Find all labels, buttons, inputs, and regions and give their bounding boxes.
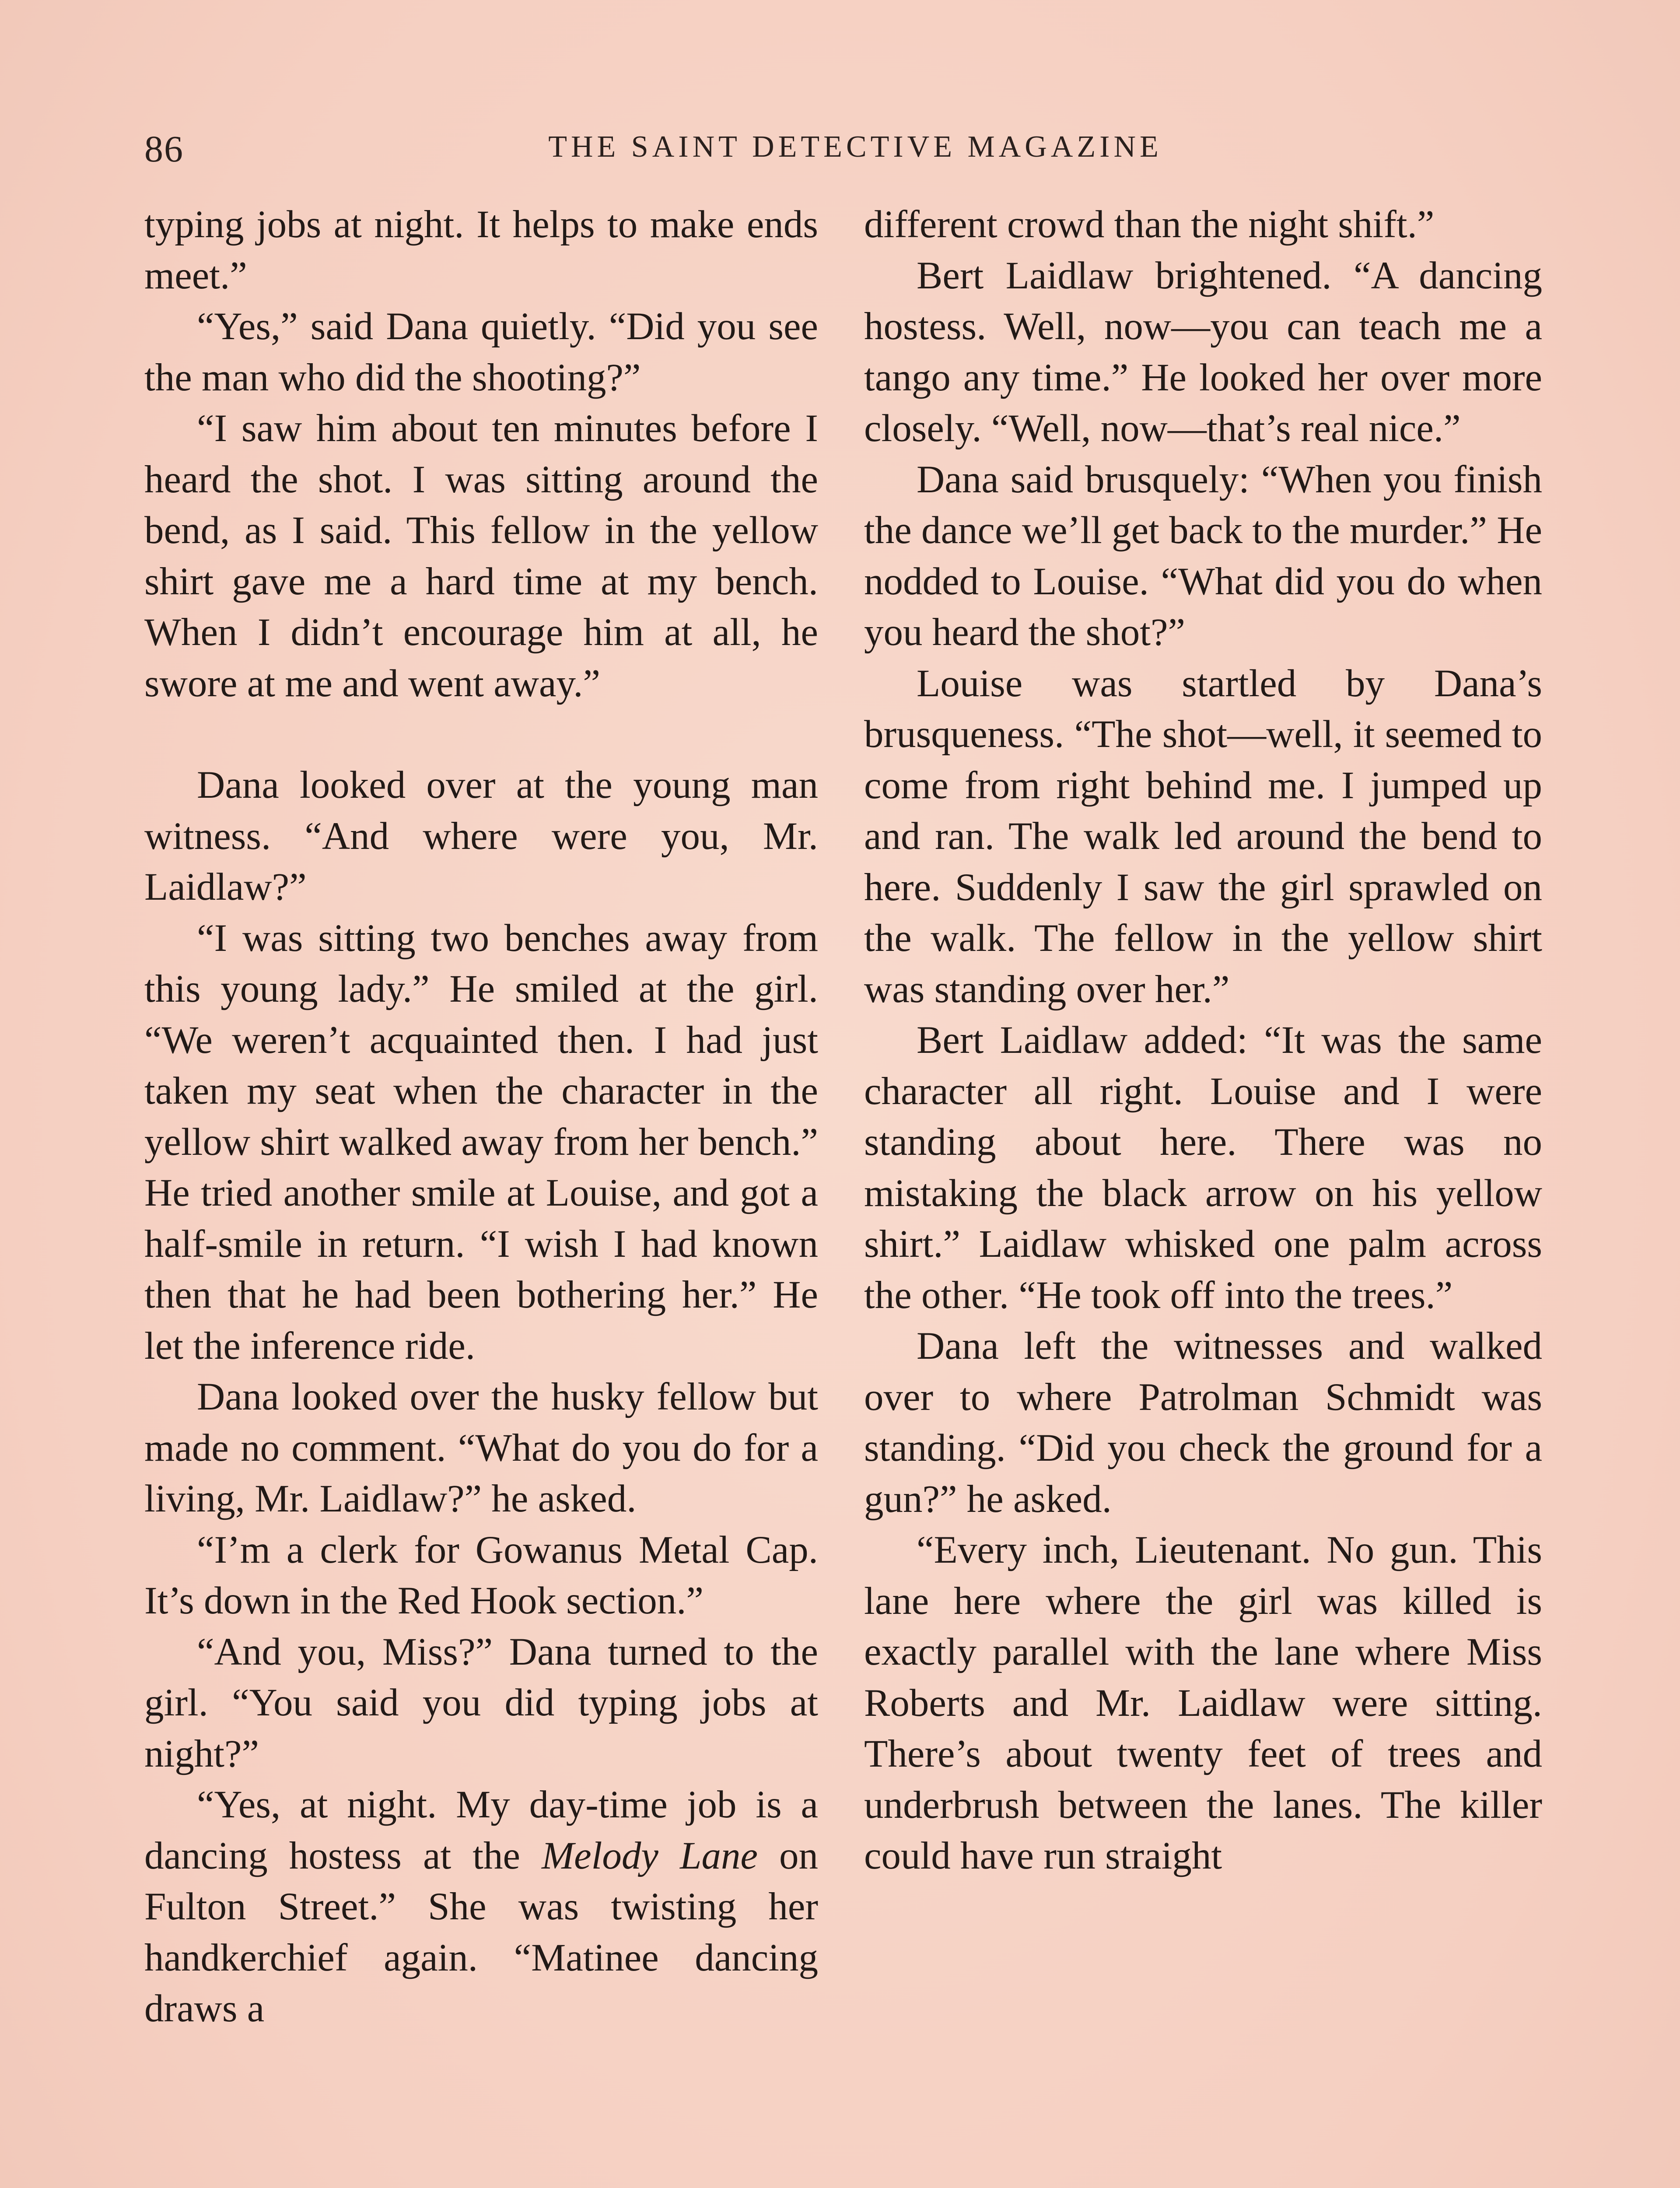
- paragraph: “And you, Miss?” Dana turned to the girl. “You said you did typing jobs at night?”: [144, 1630, 818, 1775]
- paragraph: Dana looked over at the young man witness. “And where were you, Mr. Laidlaw?”: [144, 764, 818, 908]
- paragraph: “Every inch, Lieutenant. No gun. This lane here where the girl was killed is exactly parallel with the lane where Miss Roberts and Mr. Laidlaw were sitting. There’s about twenty feet of trees and underbrush between the lanes. The killer could have run straight: [864, 1529, 1542, 1877]
- page-number: 86: [144, 128, 184, 170]
- running-title: THE SAINT DETECTIVE MAGAZINE: [548, 130, 1162, 164]
- paragraph-text: “Yes, at night. My day-time job is a dancing hostess at the: [144, 1783, 818, 1877]
- paragraph-text: on Fulton Street.” She was twisting her handkerchief again. “Matinee dancing draws a: [144, 1834, 819, 2030]
- paragraph: “I was sitting two benches away from this young lady.” He smiled at the girl. “We weren’t acquainted then. I had just taken my seat when the character in the yellow shirt walked away from her bench.” He tried another smile at Louise, and got a half-smile in return. “I wish I had known then that he had been bothering her.” He let the inference ride.: [144, 916, 818, 1368]
- paragraph: Louise was startled by Dana’s brusqueness. “The shot—well, it seemed to come from right behind me. I jumped up and ran. The walk led around the bend to here. Suddenly I saw the girl sprawled on the walk. The fellow in the yellow shirt was standing over her.”: [864, 662, 1542, 1011]
- right-column: [864, 199, 1542, 1882]
- paragraph: “I’m a clerk for Gowanus Metal Cap. It’s down in the Red Hook section.”: [144, 1528, 818, 1622]
- paragraph: [144, 1779, 818, 2034]
- left-column: [144, 199, 818, 2034]
- paragraph: Dana looked over the husky fellow but made no comment. “What do you do for a living, Mr. Laidlaw?” he asked.: [144, 1375, 818, 1520]
- page-header: [144, 127, 1566, 179]
- paragraph: Bert Laidlaw added: “It was the same character all right. Louise and I were standing about here. There was no mistaking the black arrow on his yellow shirt.” Laidlaw whisked one palm across the other. “He took off into the trees.”: [864, 1019, 1542, 1317]
- venue-name-italic: Melody Lane: [542, 1834, 758, 1877]
- paragraph: Bert Laidlaw brightened. “A dancing hostess. Well, now—you can teach me a tango any time.” He looked her over more closely. “Well, now—that’s real nice.”: [864, 254, 1542, 450]
- paragraph: different crowd than the night shift.”: [864, 203, 1435, 246]
- paragraph: “Yes,” said Dana quietly. “Did you see the man who did the shooting?”: [144, 305, 818, 399]
- paragraph: Dana left the witnesses and walked over to where Patrolman Schmidt was standing. “Did you check the ground for a gun?” he asked.: [864, 1325, 1542, 1521]
- paragraph: typing jobs at night. It helps to make ends meet.”: [144, 203, 818, 297]
- paragraph: “I saw him about ten minutes before I heard the shot. I was sitting around the bend, as I said. This fellow in the yellow shirt gave me a hard time at my bench. When I didn’t encourage him at all, he swore at me and went away.”: [144, 407, 818, 705]
- paragraph: Dana said brusquely: “When you finish the dance we’ll get back to the murder.” He nodded to Louise. “What did you do when you heard the shot?”: [864, 458, 1542, 654]
